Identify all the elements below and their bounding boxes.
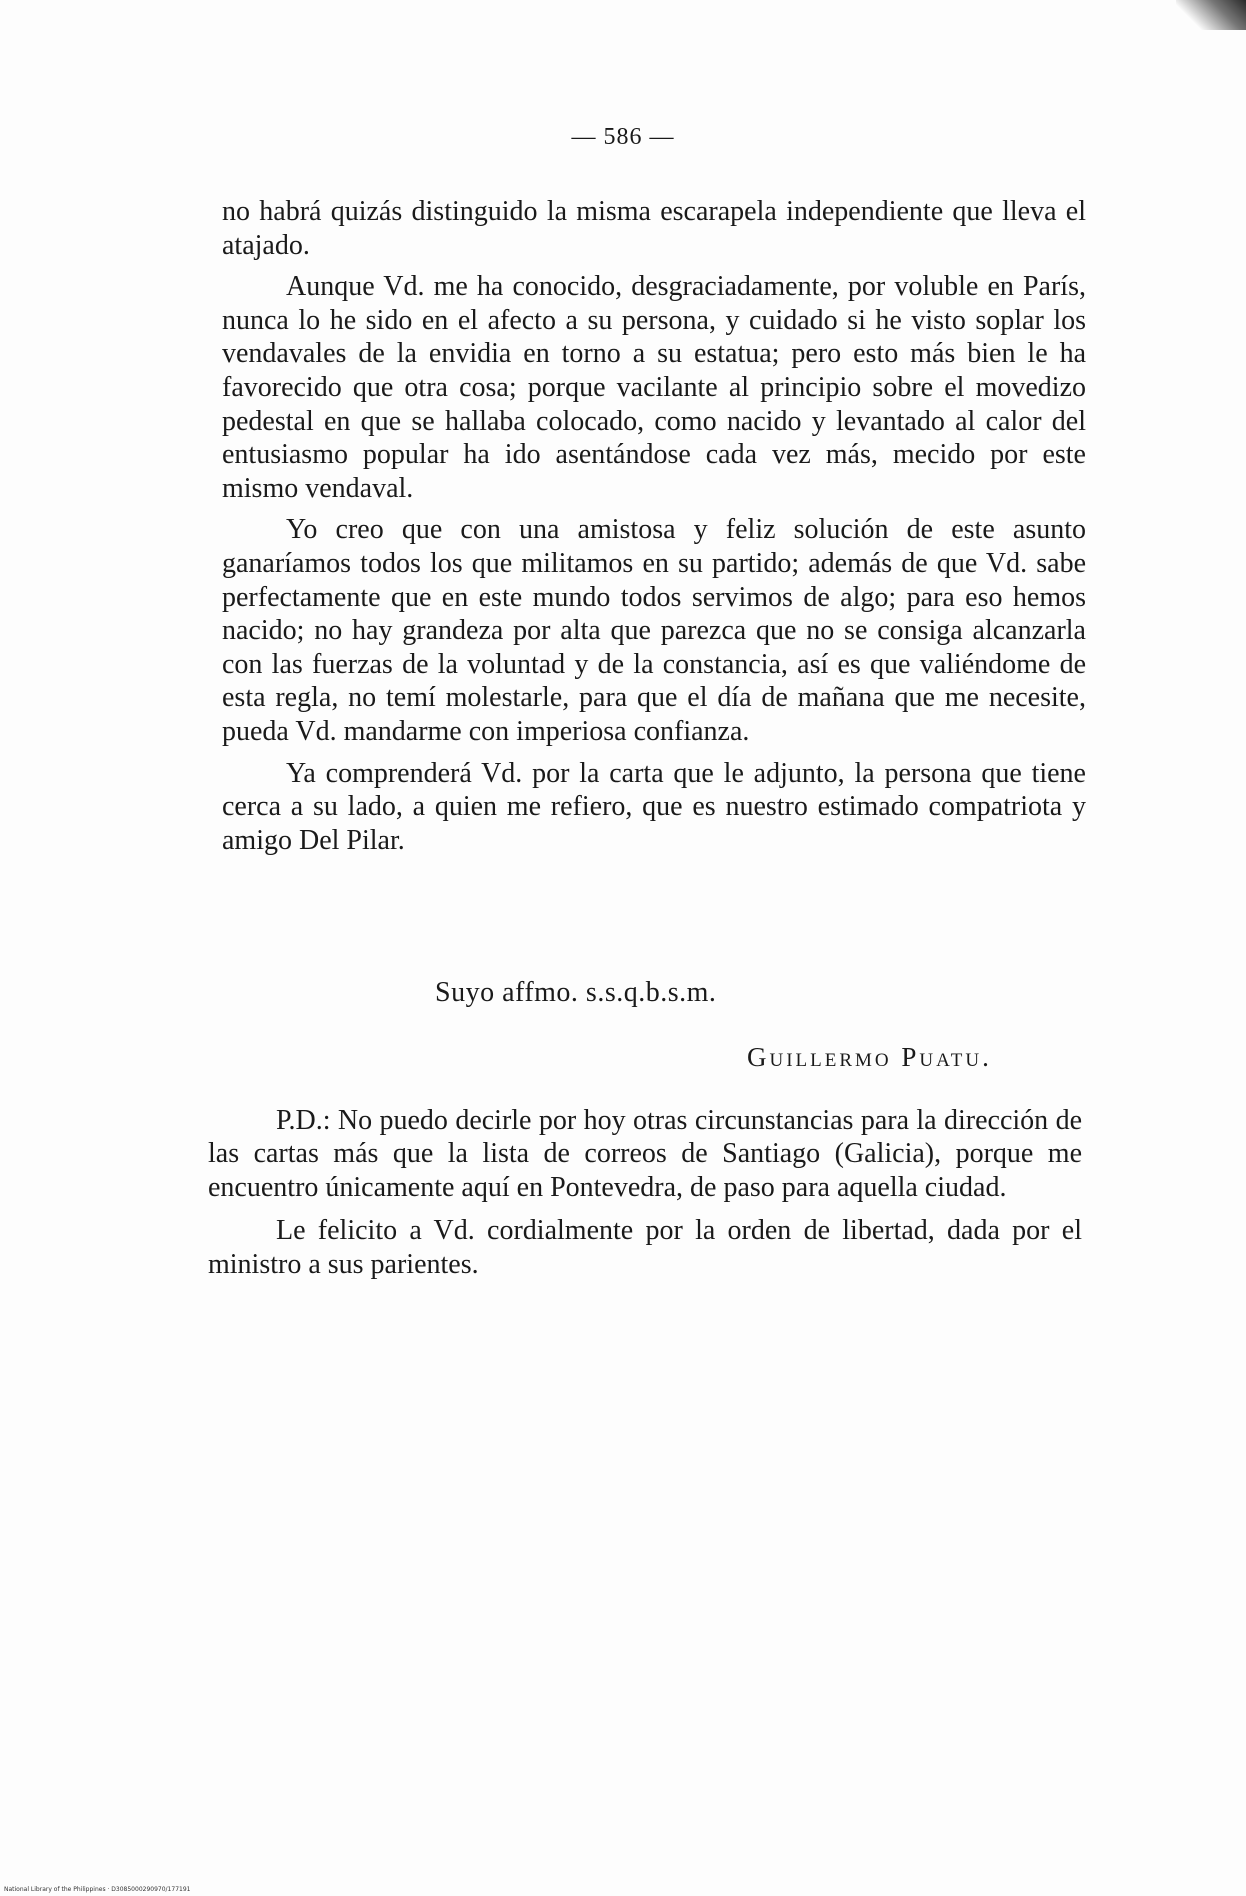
letter-body [222,195,1086,857]
postscript-paragraph-2: Le felicito a Vd. cordialmente por la orden de libertad, dada por el ministro a sus parientes. [208,1215,1082,1280]
page-number: — 586 — [571,124,675,150]
scan-corner-shadow [1176,0,1246,30]
signature: Guillermo Puatu. [747,1042,992,1072]
postscript-paragraph-1: P.D.: No puedo decirle por hoy otras circunstancias para la dirección de las cartas más que la lista de correos de Santiago (Galicia), porque me encuentro únicamente aquí en Pontevedra, de paso para aquella ciudad. [208,1105,1082,1203]
closing-formula: Suyo affmo. s.s.q.b.s.m. [435,977,717,1008]
postscript [208,1104,1082,1281]
paragraph-3: Yo creo que con una amistosa y feliz solución de este asunto ganaríamos todos los que militamos en su partido; además de que Vd. sabe perfectamente que en este mundo todos servimos de algo; para eso hemos nacido; no hay grandeza por alta que parezca que no se consiga alcanzarla con las fuerzas de la voluntad y de la constancia, así es que valiéndome de esta regla, no temí molestarle, para que el día de mañana que me necesite, pueda Vd. mandarme con imperiosa confianza. [222,514,1086,747]
paragraph-2: Aunque Vd. me ha conocido, desgraciadamente, por voluble en París, nunca lo he sido en el afecto a su persona, y cuidado si he visto soplar los vendavales de la envidia en torno a su estatua; pero esto más bien le ha favorecido que otra cosa; porque vacilante al principio sobre el movedizo pedestal en que se hallaba colocado, como nacido y levantado al calor del entusiasmo popular ha ido asentándose cada vez más, mecido por este mismo vendaval. [222,271,1086,504]
scan-footer: National Library of the Philippines · D3085000290970/177191 [4,1886,191,1893]
paragraph-1: no habrá quizás distinguido la misma escarapela independiente que lleva el atajado. [222,196,1086,261]
paragraph-4: Ya comprenderá Vd. por la carta que le adjunto, la persona que tiene cerca a su lado, a quien me refiero, que es nuestro estimado compatriota y amigo Del Pilar. [222,757,1086,856]
